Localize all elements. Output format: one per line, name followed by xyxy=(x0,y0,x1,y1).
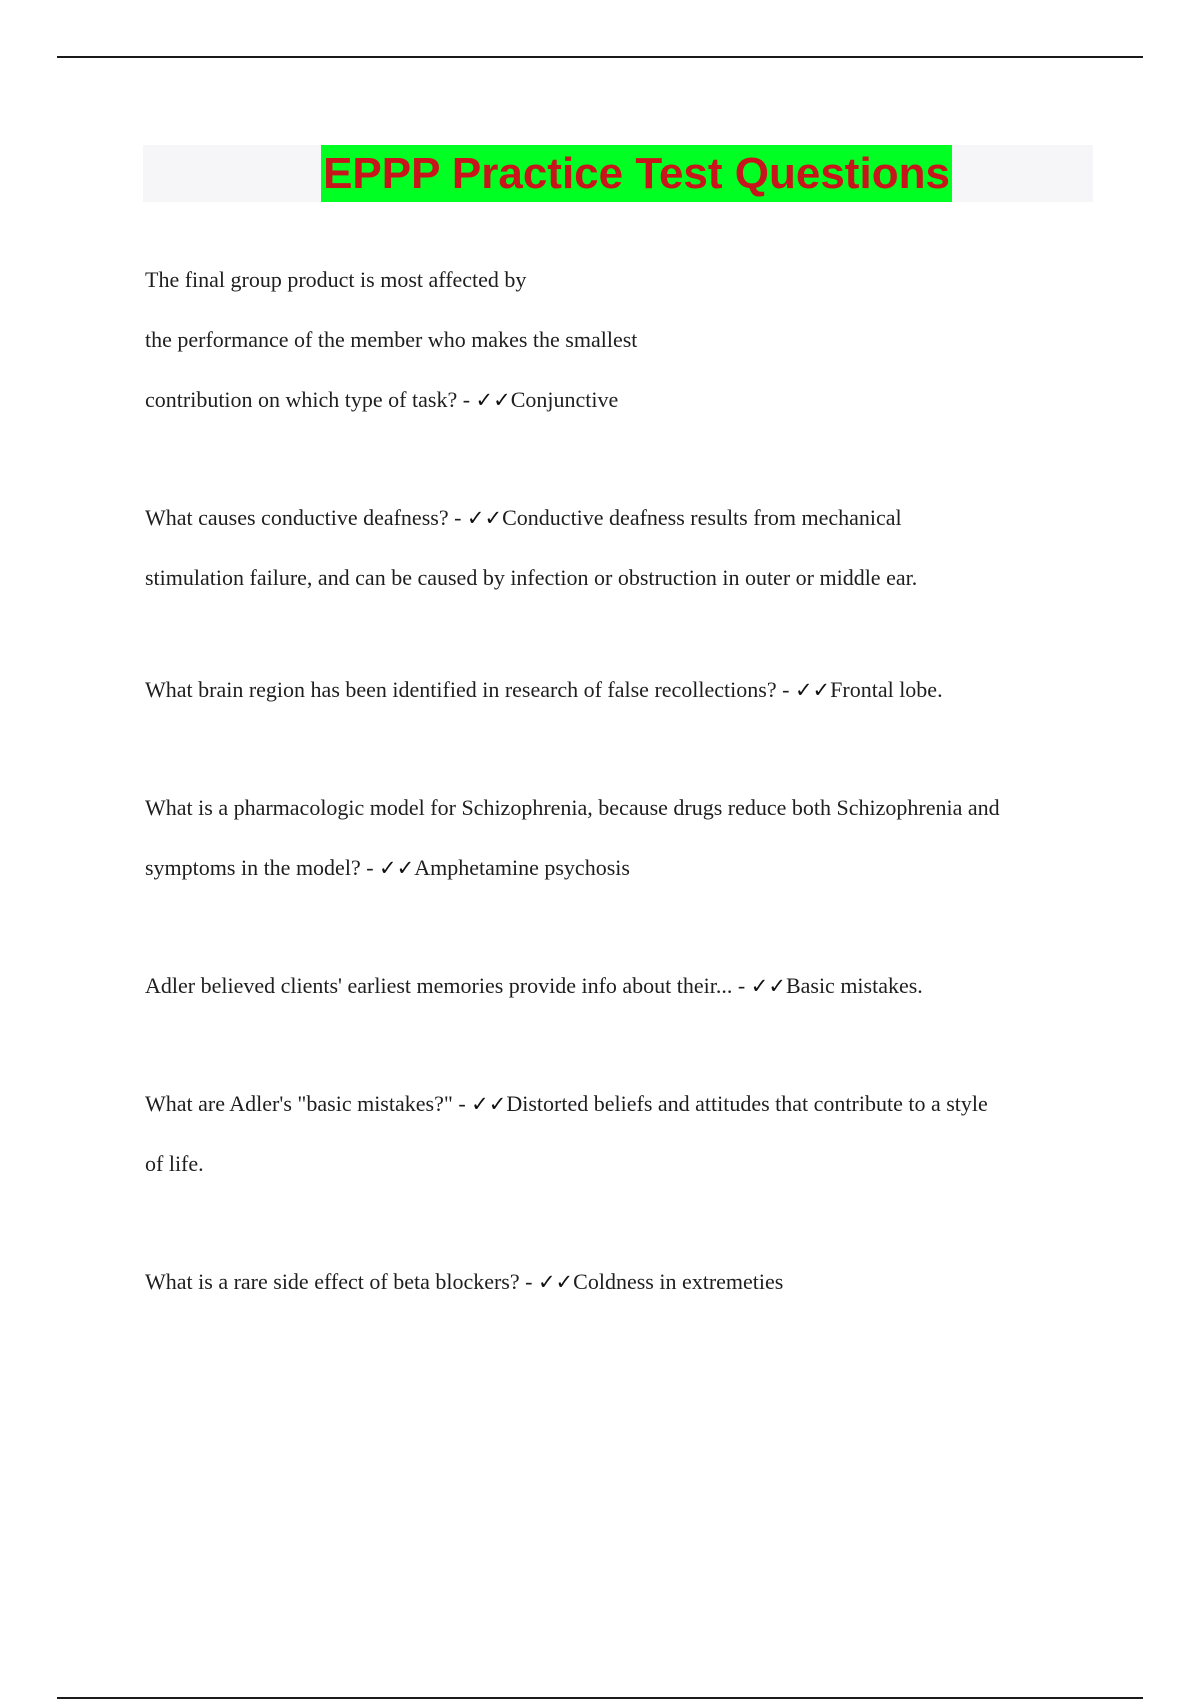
question-text: What is a rare side effect of beta blockers? - xyxy=(145,1269,538,1294)
qa-item xyxy=(145,1252,1105,1312)
question-text: symptoms in the model? - xyxy=(145,855,380,880)
question-answer-line xyxy=(145,838,1105,898)
bottom-rule xyxy=(57,1697,1143,1699)
qa-item xyxy=(145,660,1105,720)
question-line: The final group product is most affected by xyxy=(145,267,527,292)
question-answer-line xyxy=(145,956,1105,1016)
qa-item xyxy=(145,488,1105,608)
answer-text: Coldness in extremeties xyxy=(573,1269,784,1294)
qa-item xyxy=(145,956,1105,1016)
double-check-icon: ✓✓ xyxy=(471,1092,507,1116)
double-check-icon: ✓✓ xyxy=(379,856,415,880)
answer-text: Conjunctive xyxy=(510,387,619,412)
double-check-icon: ✓✓ xyxy=(750,974,786,998)
question-text: What brain region has been identified in research of false recollections? - xyxy=(145,677,795,702)
question-answer-line xyxy=(145,370,1105,430)
answer-text: Frontal lobe. xyxy=(830,677,943,702)
qa-item xyxy=(145,250,1105,430)
question-answer-line xyxy=(145,1252,1105,1312)
answer-text: Conductive deafness results from mechanical xyxy=(502,505,902,530)
double-check-icon: ✓✓ xyxy=(537,1270,574,1294)
title-band xyxy=(143,145,1093,202)
question-line: What is a pharmacologic model for Schizophrenia, because drugs reduce both Schizophrenia and xyxy=(145,795,1000,820)
answer-text: Basic mistakes. xyxy=(785,973,923,998)
qa-list xyxy=(145,250,1105,1312)
qa-item xyxy=(145,778,1105,898)
double-check-icon: ✓✓ xyxy=(794,678,831,702)
answer-continued: of life. xyxy=(145,1151,204,1176)
page-title: EPPP Practice Test Questions xyxy=(321,145,952,202)
question-answer-line xyxy=(145,488,1105,548)
answer-text: Amphetamine psychosis xyxy=(414,855,630,880)
question-text: Adler believed clients' earliest memories provide info about their... - xyxy=(145,973,751,998)
question-text: What are Adler's "basic mistakes?" - xyxy=(145,1091,472,1116)
answer-text: Distorted beliefs and attitudes that contribute to a style xyxy=(506,1091,988,1116)
question-line: the performance of the member who makes the smallest xyxy=(145,327,638,352)
question-answer-line xyxy=(145,1074,1105,1134)
qa-item xyxy=(145,1074,1105,1194)
double-check-icon: ✓✓ xyxy=(466,506,503,530)
question-text: What causes conductive deafness? - xyxy=(145,505,467,530)
answer-continued: stimulation failure, and can be caused by infection or obstruction in outer or middle ear. xyxy=(145,565,918,590)
question-answer-line xyxy=(145,660,1105,720)
double-check-icon: ✓✓ xyxy=(475,388,511,412)
top-rule xyxy=(57,56,1143,58)
question-text: contribution on which type of task? - xyxy=(145,387,476,412)
